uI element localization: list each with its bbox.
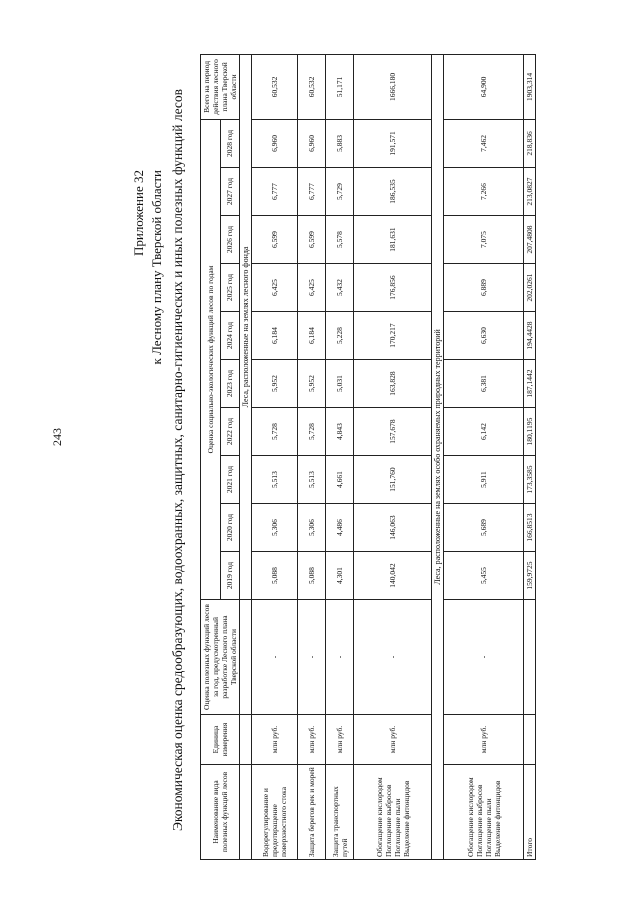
table-row [354,54,432,859]
totals-value: 166,8513 [524,504,536,552]
row-value: 5,306 [298,504,326,552]
section-row [432,54,444,859]
row-total: 60,532 [298,54,326,119]
forest-functions-table [200,54,536,860]
row-value: 5,952 [252,360,298,408]
row-unit: млн руб. [326,715,354,765]
rotated-content [130,30,640,860]
row-value: 140,042 [354,552,432,600]
section-title: Леса, расположенные на землях лесного фонда [240,54,252,599]
table-row [326,54,354,859]
row-value: 5,513 [298,456,326,504]
totals-value: 213,0827 [524,168,536,216]
totals-value: 159,9725 [524,552,536,600]
header-year: 2027 год [220,168,240,216]
page-number: 243 [50,428,64,446]
row-value: 5,911 [444,456,524,504]
row-value: 7,462 [444,119,524,167]
row-regional: - [326,600,354,715]
header-year: 2022 год [220,408,240,456]
header-name: Наименование вида полезных функций лесов [201,765,240,860]
row-value: 151,760 [354,456,432,504]
row-value: 5,306 [252,504,298,552]
row-value: 170,217 [354,312,432,360]
row-value: 163,828 [354,360,432,408]
row-total: 60,532 [252,54,298,119]
totals-row [524,54,536,859]
row-regional: - [252,600,298,715]
totals-label: Итого [524,765,536,860]
table-row [298,54,326,859]
row-value: 4,843 [326,408,354,456]
header-group: Оценка социально-экологических функций лесов по годам [201,119,221,599]
row-value: 6,381 [444,360,524,408]
totals-value: 207,4808 [524,216,536,264]
row-unit: млн руб. [354,715,432,765]
row-unit: млн руб. [444,715,524,765]
section-row [240,54,252,859]
row-total: 51,171 [326,54,354,119]
row-value: 5,228 [326,312,354,360]
row-value: 4,301 [326,552,354,600]
row-name: Защита берегов рек и морей [298,765,326,860]
row-value: 6,960 [252,119,298,167]
row-value: 6,630 [444,312,524,360]
header-year: 2028 год [220,119,240,167]
totals-total: 1903,314 [524,54,536,119]
row-value: 6,599 [298,216,326,264]
row-total: 64,900 [444,54,524,119]
row-value: 7,266 [444,168,524,216]
header-year: 2020 год [220,504,240,552]
header-year: 2026 год [220,216,240,264]
row-value: 6,889 [444,264,524,312]
row-value: 157,678 [354,408,432,456]
row-unit: млн руб. [298,715,326,765]
row-regional: - [354,600,432,715]
header-year: 2019 год [220,552,240,600]
row-value: 6,184 [252,312,298,360]
row-value: 5,729 [326,168,354,216]
row-value: 6,599 [252,216,298,264]
totals-value: 218,836 [524,119,536,167]
row-value: 4,486 [326,504,354,552]
appendix-label [130,170,166,364]
row-value: 6,777 [252,168,298,216]
header-unit: Единица измерения [201,715,240,765]
header-year: 2024 год [220,312,240,360]
row-value: 181,631 [354,216,432,264]
row-value: 5,728 [252,408,298,456]
row-value: 6,777 [298,168,326,216]
row-value: 5,088 [298,552,326,600]
table-row [444,54,524,859]
row-total: 1666,180 [354,54,432,119]
row-value: 6,184 [298,312,326,360]
totals-value: 180,1195 [524,408,536,456]
row-name: Защита транспортных путей [326,765,354,860]
row-value: 6,960 [298,119,326,167]
row-value: 146,063 [354,504,432,552]
row-value: 7,075 [444,216,524,264]
row-value: 6,142 [444,408,524,456]
totals-value: 173,3585 [524,456,536,504]
row-name: Обогащение кислородом Поглощение выбросов Поглощение пыли Выделение фитонцидов [444,765,524,860]
row-value: 5,088 [252,552,298,600]
row-value: 176,856 [354,264,432,312]
row-regional: - [444,600,524,715]
row-value: 191,571 [354,119,432,167]
section-title: Леса, расположенные на землях особо охраняемых природных территорий [432,54,444,859]
row-value: 5,432 [326,264,354,312]
header-year: 2023 год [220,360,240,408]
totals-value: 202,0261 [524,264,536,312]
document-title: Экономическая оценка средообразующих, водоохранных, защитных, санитарно-гигиенических и иных полезных функций лесов [170,88,185,832]
row-unit: млн руб. [252,715,298,765]
row-value: 4,661 [326,456,354,504]
header-year: 2021 год [220,456,240,504]
row-value: 186,535 [354,168,432,216]
totals-value: 194,4428 [524,312,536,360]
appendix-line-1: Приложение 32 [131,170,146,257]
row-name: Обогащение кислородом Поглощение выбросов Поглощение пыли Выделение фитонцидов [354,765,432,860]
header-row-1 [201,54,221,859]
table-row [252,54,298,859]
row-name: Водорегулирование и предотвращение поверхностного стока [252,765,298,860]
row-value: 5,455 [444,552,524,600]
appendix-line-2: к Лесному плану Тверской области [149,170,164,365]
row-value: 5,728 [298,408,326,456]
row-value: 5,578 [326,216,354,264]
row-value: 5,883 [326,119,354,167]
row-value: 5,513 [252,456,298,504]
row-value: 5,031 [326,360,354,408]
header-total: Всего на период действия лесного плана Тверской области [201,54,240,119]
header-year: 2025 год [220,264,240,312]
row-regional: - [298,600,326,715]
row-value: 5,952 [298,360,326,408]
row-value: 6,425 [298,264,326,312]
header-regional: Оценка полезных функций лесов за год, предусмотренный разработке Лесного плана Тверской области [201,600,240,715]
totals-value: 187,1442 [524,360,536,408]
row-value: 6,425 [252,264,298,312]
row-value: 5,689 [444,504,524,552]
